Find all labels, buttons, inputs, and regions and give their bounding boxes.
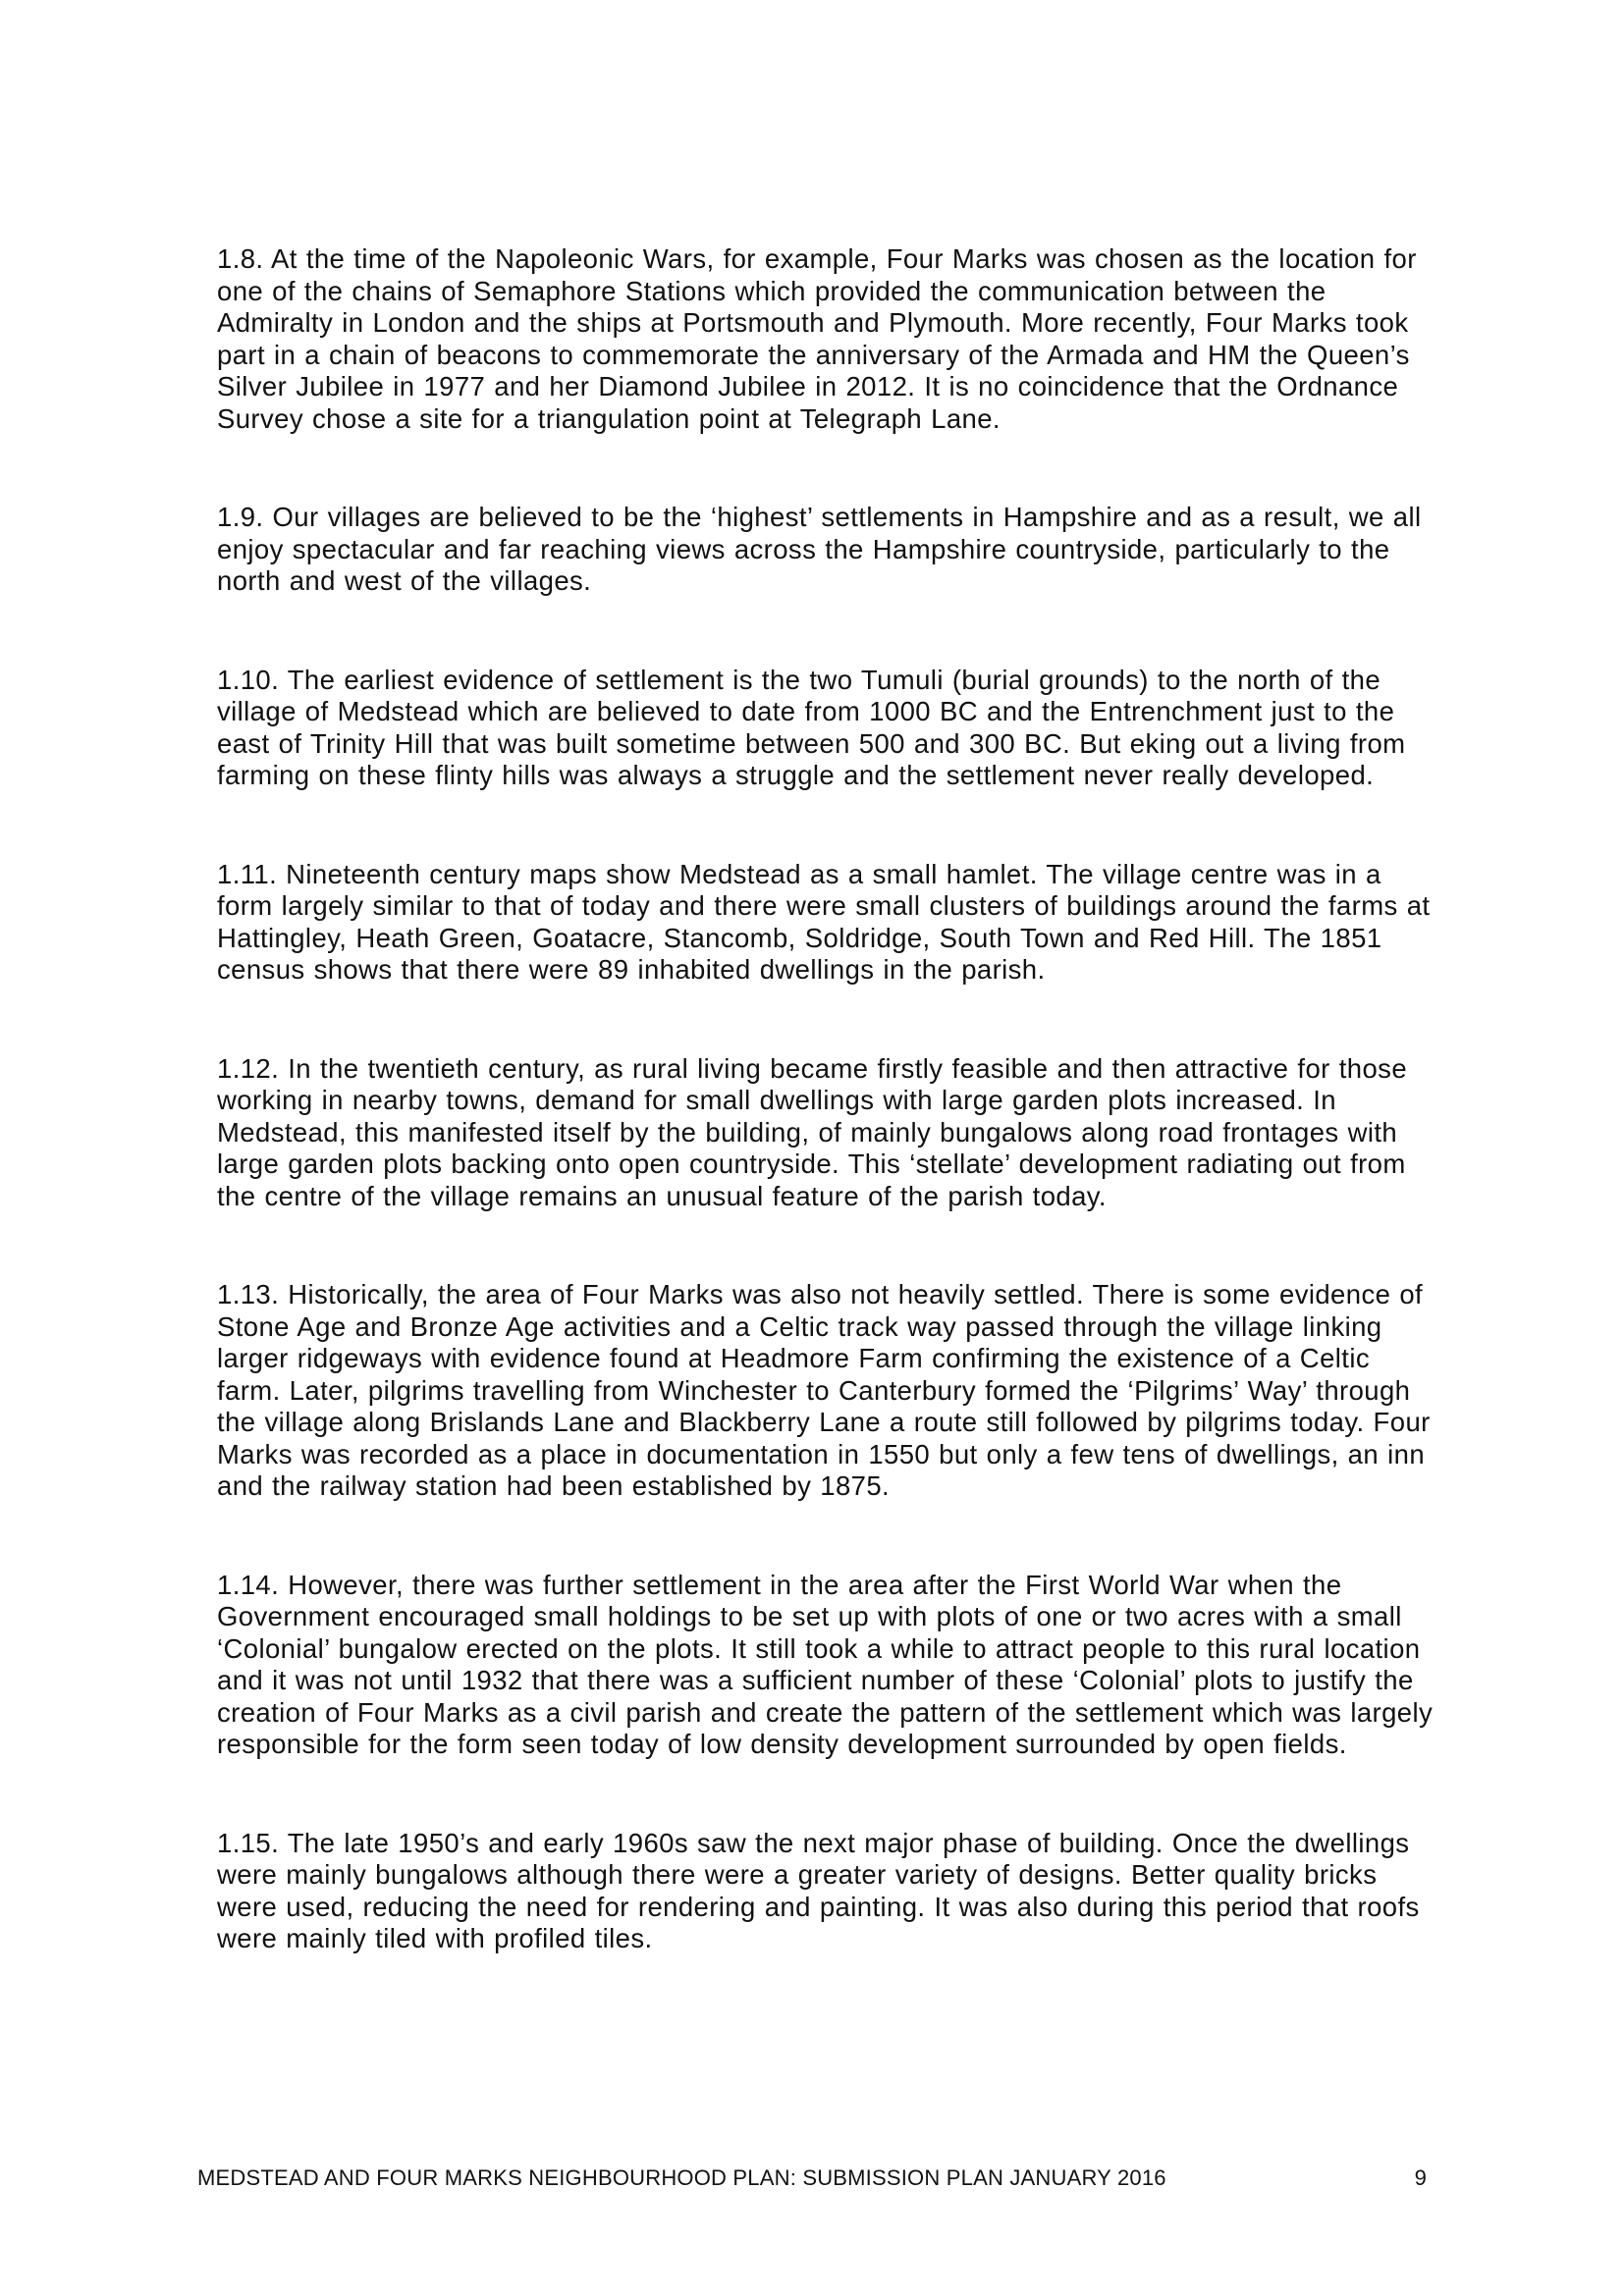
paragraph-1-10: 1.10. The earliest evidence of settlement is the two Tumuli (burial grounds) to the north of the village of Medstead which are believed to date from 1000 BC and the Entrenchment just to the east of Trinity Hill that was built sometime between 500 and 300 BC. But eking out a living from farming on these flinty hills was always a struggle and the settlement never really developed. xyxy=(217,664,1406,790)
paragraph-1-11: 1.11. Nineteenth century maps show Medstead as a small hamlet. The village centre was in a form largely similar to that of today and there were small clusters of buildings around the farms at Hattingley, Heath Green, Goatacre, Stancomb, Soldridge, South Town and Red Hill. The 1851 census shows that there were 89 inhabited dwellings in the parish. xyxy=(217,858,1431,985)
footer-title: MEDSTEAD AND FOUR MARKS NEIGHBOURHOOD PLAN: SUBMISSION PLAN JANUARY 2016 xyxy=(197,2165,1166,2190)
document-body xyxy=(217,243,1439,2022)
paragraph-1-15: 1.15. The late 1950’s and early 1960s saw the next major phase of building. Once the dwellings were mainly bungalows although there were a greater variety of designs. Better quality bricks were used, reducing the need for rendering and painting. It was also during this period that roofs were mainly tiled with profiled tiles. xyxy=(217,1827,1420,1953)
paragraph-1-12: 1.12. In the twentieth century, as rural living became firstly feasible and then attractive for those working in nearby towns, demand for small dwellings with large garden plots increased. In Medstead, this manifested itself by the building, of mainly bungalows along road frontages with large garden plots backing onto open countryside. This ‘stellate’ development radiating out from the centre of the village remains an unusual feature of the parish today. xyxy=(217,1052,1408,1211)
paragraph-1-9: 1.9. Our villages are believed to be the ‘highest’ settlements in Hampshire and as a result, we all enjoy spectacular and far reaching views across the Hampshire countryside, particularly to the north and west of the villages. xyxy=(217,502,1422,596)
paragraph-1-8: 1.8. At the time of the Napoleonic Wars, for example, Four Marks was chosen as the location for one of the chains of Semaphore Stations which provided the communication between the Admiralty in London and the ships at Portsmouth and Plymouth. More recently, Four Marks took part in a chain of beacons to commemorate the anniversary of the Armada and HM the Queen’s Silver Jubilee in 1977 and her Diamond Jubilee in 2012. It is no coincidence that the Ordnance Survey chose a site for a triangulation point at Telegraph Lane. xyxy=(217,243,1417,434)
page-number: 9 xyxy=(1414,2165,1427,2190)
page-footer xyxy=(197,2165,1427,2191)
paragraph-1-14: 1.14. However, there was further settlement in the area after the First World War when the Government encouraged small holdings to be set up with plots of one or two acres with a small ‘Colonial’ bungalow erected on the plots. It still took a while to attract people to this rural location and it was not until 1932 that there was a sufficient number of these ‘Colonial’ plots to justify the creation of Four Marks as a civil parish and create the pattern of the settlement which was largely responsible for the form seen today of low density development surrounded by open fields. xyxy=(217,1569,1434,1759)
paragraph-1-13: 1.13. Historically, the area of Four Marks was also not heavily settled. There is some evidence of Stone Age and Bronze Age activities and a Celtic track way passed through the village linking larger ridgeways with evidence found at Headmore Farm confirming the existence of a Celtic farm. Later, pilgrims travelling from Winchester to Canterbury formed the ‘Pilgrims’ Way’ through the village along Brislands Lane and Blackberry Lane a route still followed by pilgrims today. Four Marks was recorded as a place in documentation in 1550 but only a few tens of dwellings, an inn and the railway station had been established by 1875. xyxy=(217,1279,1431,1501)
